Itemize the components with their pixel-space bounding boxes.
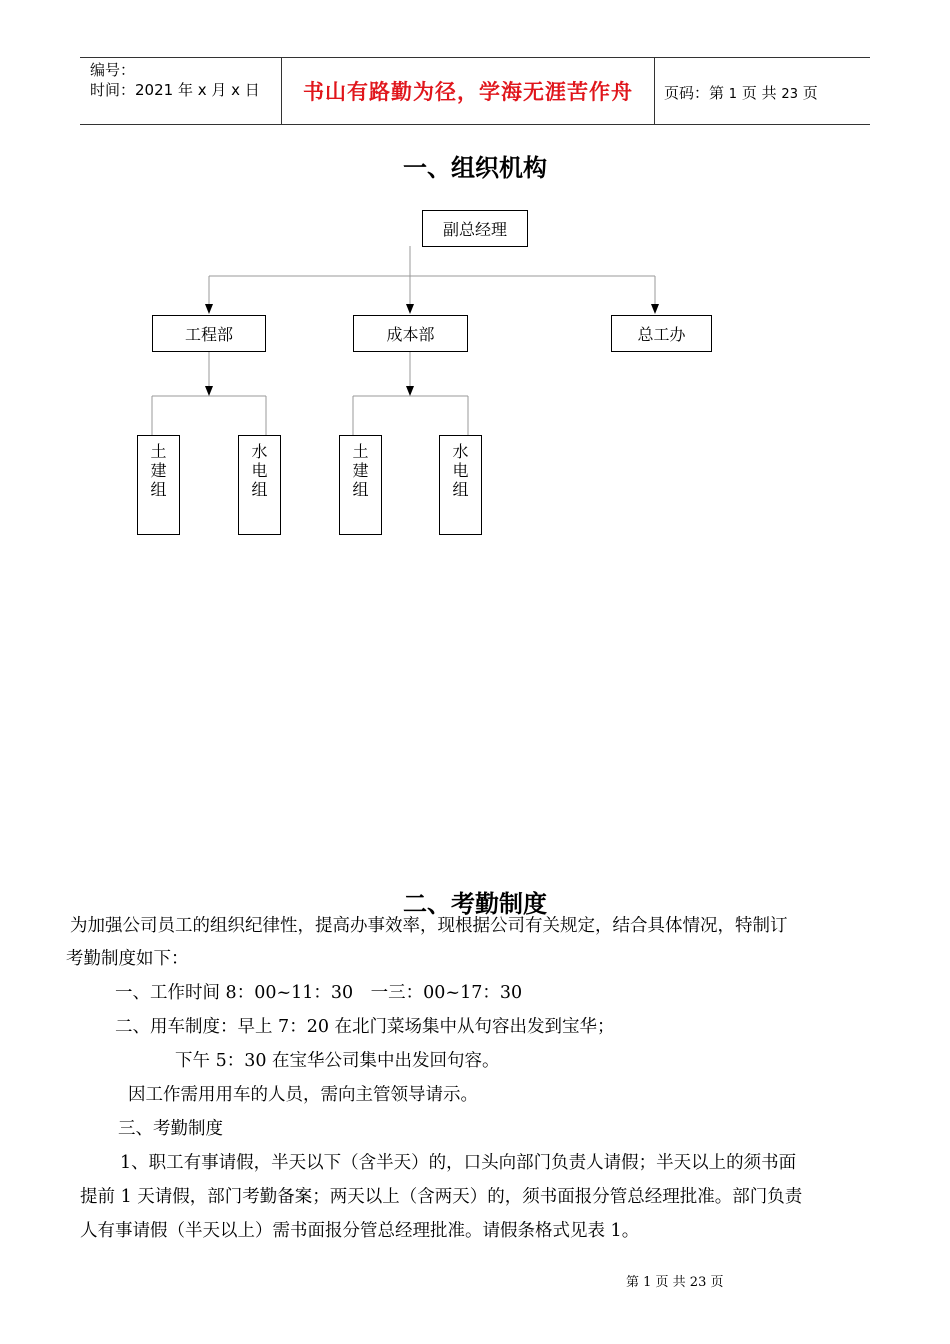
- paragraph-vehicle-request: 因工作需用用车的人员，需向主管领导请示。: [128, 1085, 478, 1105]
- paragraph-vehicle-morning: 二、用车制度：早上 7：20 在北门菜场集中从句容出发到宝华；: [115, 1017, 615, 1037]
- group-char: 水: [452, 442, 469, 461]
- page-total: 23: [781, 87, 798, 102]
- footer-page-number: 第 1 页 共 23 页: [626, 1275, 724, 1290]
- paragraph-attendance-heading: 三、考勤制度: [118, 1119, 223, 1139]
- org-node-deputy-gm: 副总经理: [422, 210, 528, 247]
- document-number-label: 编号：: [90, 61, 136, 79]
- group-char: 建: [150, 461, 167, 480]
- group-char: 土: [352, 442, 369, 461]
- org-node-mep-group-1: [238, 435, 281, 535]
- group-char: 电: [251, 461, 268, 480]
- header-motto: 书山有路勤为径，学海无涯苦作舟: [303, 80, 633, 104]
- org-node-mep-group-2: [439, 435, 482, 535]
- page-current: 1: [728, 87, 738, 102]
- page-suffix: 页: [802, 84, 818, 102]
- paragraph-work-hours: 一、工作时间 8：00~11：30 一三：00~17：30: [115, 983, 523, 1003]
- page-prefix: 页码：第: [664, 84, 725, 102]
- group-char: 建: [352, 461, 369, 480]
- paragraph-intro-line1: 为加强公司员工的组织纪律性，提高办事效率，现根据公司有关规定，结合具体情况，特制订: [70, 916, 788, 936]
- group-char: 水: [251, 442, 268, 461]
- org-node-engineering: 工程部: [152, 315, 266, 352]
- group-char: 组: [452, 480, 469, 499]
- group-char: 组: [352, 480, 369, 499]
- document-time-label: 时间：2021 年 x 月 x 日: [90, 81, 260, 99]
- paragraph-leave-line1: 1、职工有事请假，半天以下（含半天）的，口头向部门负责人请假；半天以上的须书面: [120, 1153, 797, 1173]
- org-node-cost: 成本部: [353, 315, 468, 352]
- org-node-civil-group-2: [339, 435, 382, 535]
- group-char: 组: [150, 480, 167, 499]
- group-char: 电: [452, 461, 469, 480]
- paragraph-vehicle-afternoon: 下午 5：30 在宝华公司集中出发回句容。: [175, 1051, 500, 1071]
- org-node-civil-group-1: [137, 435, 180, 535]
- group-char: 土: [150, 442, 167, 461]
- section-title-attendance: 二、考勤制度: [403, 889, 547, 918]
- page-mid: 页 共: [741, 84, 777, 102]
- paragraph-intro-line2: 考勤制度如下：: [66, 949, 189, 969]
- org-node-chief-engineer-office: 总工办: [611, 315, 712, 352]
- section-title-org: 一、组织机构: [403, 153, 547, 182]
- group-char: 组: [251, 480, 268, 499]
- paragraph-leave-line3: 人有事请假（半天以上）需书面报分管总经理批准。请假条格式见表 1。: [80, 1221, 640, 1241]
- paragraph-leave-line2: 提前 1 天请假，部门考勤备案；两天以上（含两天）的，须书面报分管总经理批准。部门负责: [80, 1187, 803, 1207]
